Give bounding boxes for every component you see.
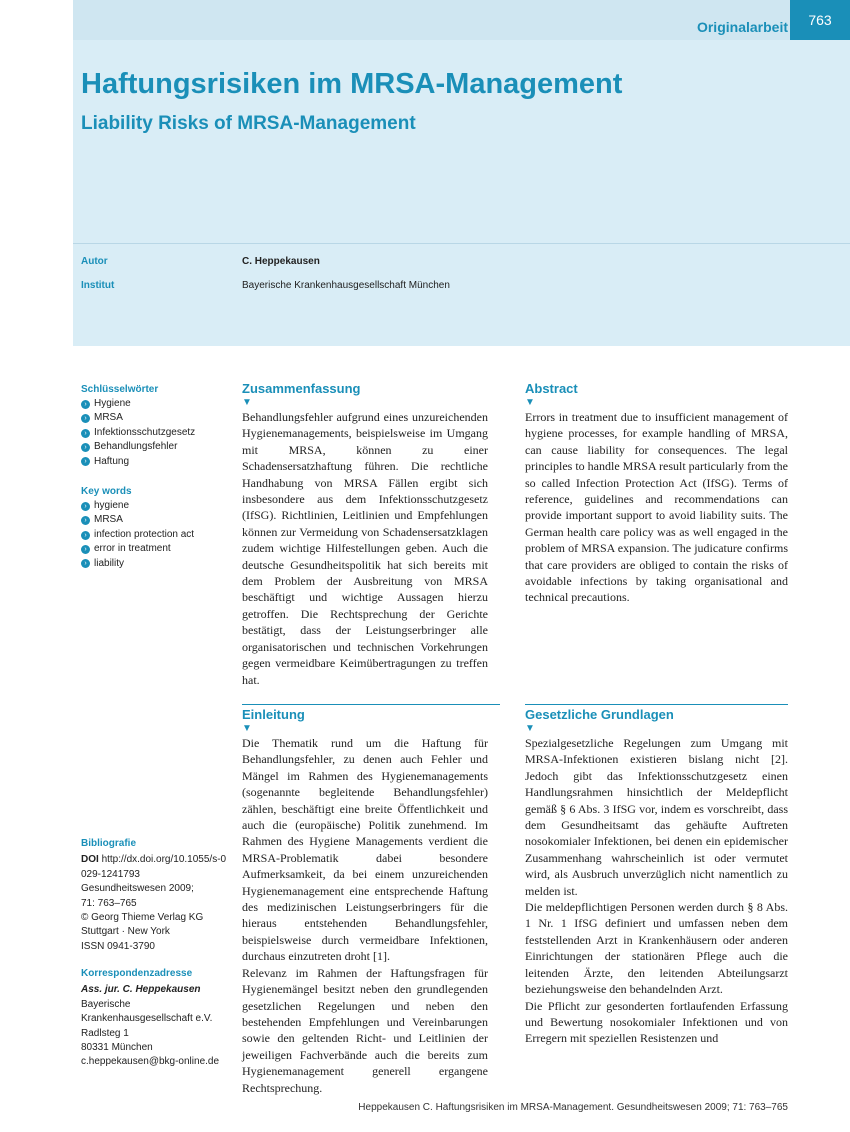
keywords-english-heading: Key words (81, 486, 132, 497)
triangle-down-icon: ▼ (525, 397, 535, 408)
bullet-arrow-icon: › (81, 429, 90, 438)
keyword-item: › Haftung (81, 455, 231, 469)
summary-heading: Zusammenfassung (242, 381, 361, 396)
legal-basis-heading: Gesetzliche Grundlagen (525, 707, 674, 722)
triangle-down-icon: ▼ (242, 397, 252, 408)
bullet-arrow-icon: › (81, 545, 90, 554)
keyword-item: › Infektionsschutzgesetz (81, 426, 231, 440)
abstract-text: Errors in treatment due to insufficient management of hygiene processes, for example handling of MRSA, can cause liability for consequences. The legal principles to handle MRSA result particularly from the so called Infection Protection Act (IfSG). Terms of reference, guidelines and recommendations can provide important support to avoid liability suits. The German health care policy was as well engaged in the problem of MRSA expansion. The judicature confirms that care providers are obliged to contain the risks of avoidable infections by taking organisational and technical precautions. (525, 410, 788, 605)
bullet-arrow-icon: › (81, 414, 90, 423)
doi-link[interactable]: http://dx.doi.org/10.1055/s-0029-1241793 (81, 854, 227, 880)
section-label: Originalarbeit (696, 19, 788, 35)
correspondence-city: 80331 München (81, 1042, 153, 1054)
bibliography-block (81, 837, 231, 954)
introduction-paragraph: Die Thematik rund um die Haftung für Behandlungsfehler, zu denen auch Fehler und Mängel im Rahmen des Hygienemanagements (sogenannte begleitende Behandlungsfehler) zählen, beschäftigt eine breite Öffentlichkeit und auch die (europäische) Politik zunehmend. Im Rahmen des Hygiene Managements verdient die MRSA-Problematik dabei besondere Aufmerksamkeit, da bei einem unzureichenden Hygienemanagement eine entsprechende Haftung des medizinischen Leistungserbringers für die hieraus entstehenden Behandlungsfehler, beispielsweise durch vermeidbare Infektionen, durchaus einzutreten droht [1]. (242, 736, 488, 964)
volume-line: 71: 763–765 (81, 897, 137, 909)
title-german: Haftungsrisiken im MRSA-Management (81, 68, 623, 100)
institute-name: Bayerische Krankenhausgesellschaft München (242, 280, 450, 291)
triangle-down-icon: ▼ (525, 723, 535, 734)
bullet-arrow-icon: › (81, 559, 90, 568)
introduction-section (242, 707, 488, 1096)
bullet-arrow-icon: › (81, 400, 90, 409)
page-number: 763 (790, 0, 850, 40)
bullet-arrow-icon: › (81, 443, 90, 452)
issn-line: ISSN 0941-3790 (81, 940, 155, 952)
bullet-arrow-icon: › (81, 531, 90, 540)
legal-basis-paragraph: Die meldepflichtigen Personen werden durch § 8 Abs. 1 Nr. 1 IfSG definiert und umfassen neben dem feststellenden Arzt in Krankenhäusern oder anderen Einrichtungen der stationären Pflege auch die leitenden Ärzte, den leitenden Abteilungsarzt beziehungsweise den behandelnden Arzt. (525, 900, 788, 997)
place-line: Stuttgart · New York (81, 926, 170, 938)
author-label: Autor (81, 256, 108, 267)
author-name: C. Heppekausen (242, 256, 320, 267)
page-footer: Heppekausen C. Haftungsrisiken im MRSA-Management. Gesundheitswesen 2009; 71: 763–765 (358, 1102, 788, 1113)
bullet-arrow-icon: › (81, 457, 90, 466)
summary-text: Behandlungsfehler aufgrund eines unzureichenden Hygienemanagements, beispielsweise im Umgang mit MRSA, können zu einer Schadensersatzhaftung führen. Die rechtliche Handhabung von MRSA Fällen ergibt sich insbesondere aus dem Infektionsschutzgesetz (IfSG). Richtlinien, Leitlinien und Empfehlungen können zur Vermeidung von Schadensersatzklagen zudem wichtige Hilfestellungen geben. Auch die deutsche Gesundheitspolitik hat sich bereits mit dem Problem der Ausbreitung von MRSA beschäftigt und wichtige Aussagen hierzu getroffen. Die Rechtsprechung der Gerichte bestätigt, dass der Leistungserbringer alle organisatorischen und technischen Vorkehrungen gegen vermeidbare Keimübertragungen zu treffen hat. (242, 410, 488, 687)
keyword-item: › infection protection act (81, 528, 231, 542)
legal-basis-paragraph: Spezialgesetzliche Regelungen zum Umgang mit MRSA-Infektionen existieren bislang nicht [2]. Jedoch gibt das Infektionsschutzgesetz einen Handlungsrahmen hinsichtlich der Meldepflicht gemäß § 6 Abs. 3 IfSG vor, indem es vorschreibt, dass dem Gesundheitsamt das gehäufte Auftreten nosokomialer Infektionen, bei denen ein epidemischer Zusammenhang wahrscheinlich ist oder vermutet wird, als Ausbruch unverzüglich nicht namentlich zu melden ist. (525, 736, 788, 898)
introduction-heading: Einleitung (242, 707, 305, 722)
section-divider (242, 704, 500, 705)
keywords-german (81, 384, 231, 469)
bullet-arrow-icon: › (81, 502, 90, 511)
correspondence-heading: Korrespondenzadresse (81, 968, 193, 979)
correspondence-street: Radlsteg 1 (81, 1027, 129, 1039)
correspondence-org: Krankenhausgesellschaft e.V. (81, 1013, 213, 1025)
correspondence-block (81, 967, 231, 1070)
keywords-german-heading: Schlüsselwörter (81, 384, 159, 395)
copyright-line: © Georg Thieme Verlag KG (81, 912, 204, 924)
doi-label: DOI (81, 854, 99, 866)
keyword-item: › Behandlungsfehler (81, 440, 231, 454)
abstract-heading: Abstract (525, 381, 578, 396)
keyword-item: › MRSA (81, 411, 231, 425)
bibliography-heading: Bibliografie (81, 838, 137, 849)
correspondence-email[interactable]: c.heppekausen@bkg-online.de (81, 1056, 220, 1068)
bullet-arrow-icon: › (81, 516, 90, 525)
introduction-paragraph: Relevanz im Rahmen der Haftungsfragen für Hygienemängel besitzt neben den grundlegenden gesetzlichen Regelungen und neben den bestehenden Empfehlungen und Vereinbarungen sowie den geltenden Richt- und Leitlinien der jeweiligen Fachverbände auch die bereits zum Hygienemanagement generell ergangene Rechtsprechung. (242, 965, 488, 1095)
correspondence-org: Bayerische (81, 998, 131, 1010)
keyword-item: › Hygiene (81, 397, 231, 411)
institute-label: Institut (81, 280, 115, 291)
keyword-item: › hygiene (81, 499, 231, 513)
legal-basis-paragraph: Die Pflicht zur gesonderten fortlaufenden Erfassung und Bewertung nosokomialer Infektionen und von Erregern mit speziellen Resistenzen und (525, 998, 788, 1046)
keywords-english (81, 486, 231, 571)
keyword-item: › liability (81, 557, 231, 571)
legal-basis-section (525, 707, 788, 1047)
doi-line (81, 853, 231, 882)
section-divider (525, 704, 788, 705)
correspondence-name: Ass. jur. C. Heppekausen (81, 984, 201, 996)
keyword-item: › error in treatment (81, 542, 231, 556)
summary-section (242, 381, 488, 688)
keyword-item: › MRSA (81, 513, 231, 527)
meta-band (73, 244, 850, 346)
triangle-down-icon: ▼ (242, 723, 252, 734)
abstract-section (525, 381, 788, 606)
journal-line: Gesundheitswesen 2009; (81, 883, 194, 895)
title-english: Liability Risks of MRSA-Management (81, 113, 416, 134)
